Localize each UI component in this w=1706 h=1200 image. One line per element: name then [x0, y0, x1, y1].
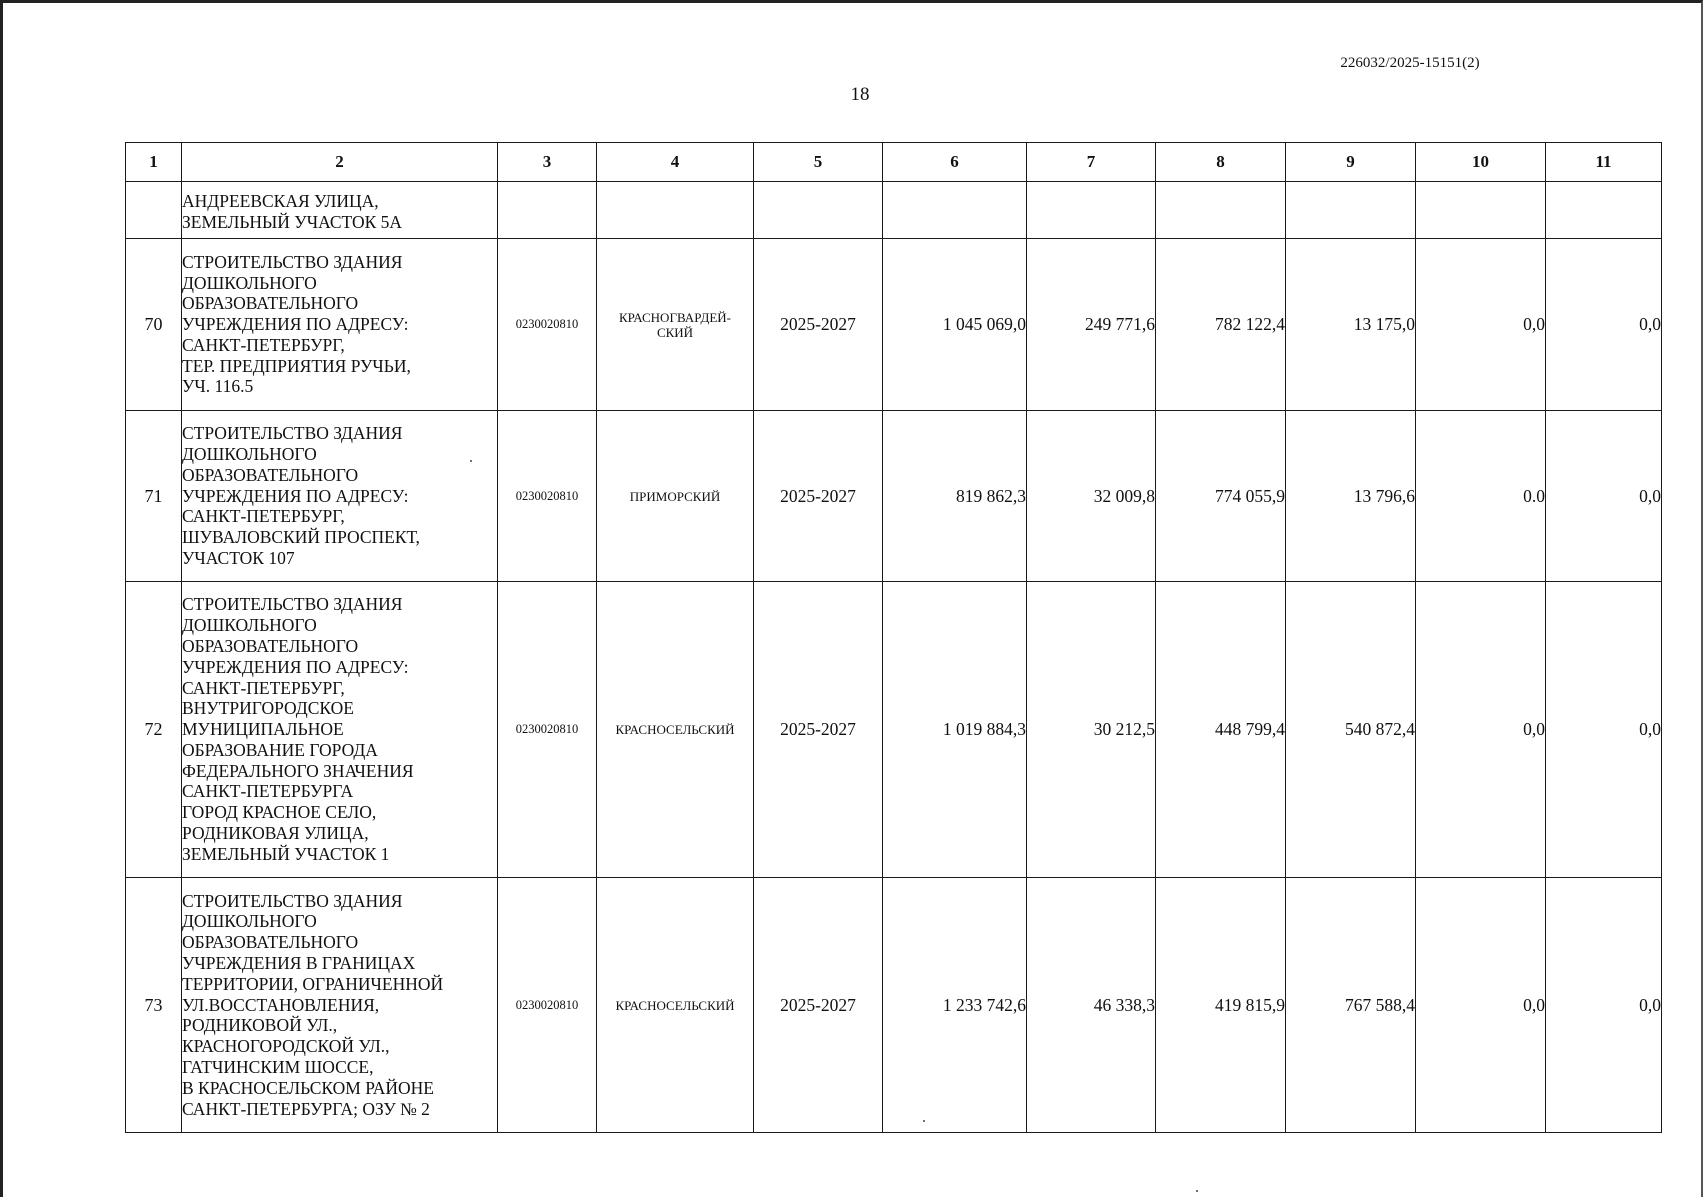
column-number-header-row — [126, 143, 1662, 182]
column-header: 8 — [1156, 143, 1286, 182]
column-header: 4 — [597, 143, 754, 182]
table-row — [126, 239, 1662, 411]
value-cell: 419 815,9 — [1156, 878, 1286, 1133]
district-line: КРАСНОСЕЛЬСКИЙ — [615, 997, 735, 1013]
value-cell: 767 588,4 — [1286, 878, 1416, 1133]
object-name-line: САНКТ-ПЕТЕРБУРГ, — [182, 334, 345, 355]
value-cell: 249 771,6 — [1027, 239, 1156, 411]
value-cell: 0,0 — [1546, 411, 1662, 582]
object-name-line: УЧРЕЖДЕНИЯ В ГРАНИЦАХ — [182, 953, 416, 973]
value-cell: 774 055,9 — [1156, 411, 1286, 582]
object-name-line: КРАСНОГОРОДСКОЙ УЛ., — [182, 1036, 390, 1057]
value-cell: 782 122,4 — [1156, 239, 1286, 411]
object-name-cell — [182, 411, 498, 582]
value-cell: 1 019 884,3 — [883, 582, 1027, 878]
document-number: 226032/2025-15151(2) — [1340, 55, 1480, 71]
row-number-cell: 71 — [126, 411, 182, 582]
object-name-line: САНКТ-ПЕТЕРБУРГА; ОЗУ № 2 — [182, 1098, 430, 1119]
district-cell — [597, 878, 754, 1133]
value-cell: 0,0 — [1546, 582, 1662, 878]
value-cell: 1 233 742,6 — [883, 878, 1027, 1133]
object-name-line: УЧРЕЖДЕНИЯ ПО АДРЕСУ: — [182, 485, 409, 506]
empty-cell — [1416, 182, 1546, 239]
value-cell: 0,0 — [1546, 878, 1662, 1133]
object-name-line: УЧАСТОК 107 — [182, 547, 295, 568]
empty-cell — [498, 182, 597, 239]
column-header: 2 — [182, 143, 498, 182]
object-name-line: ГАТЧИНСКИМ ШОССЕ, — [182, 1056, 374, 1077]
value-cell: 448 799,4 — [1156, 582, 1286, 878]
object-name-line: ОБРАЗОВАТЕЛЬНОГО — [182, 932, 359, 953]
object-name-line: УЧ. 116.5 — [182, 376, 254, 397]
value-cell: 32 009,8 — [1027, 411, 1156, 582]
column-header: 10 — [1416, 143, 1546, 182]
value-cell: 819 862,3 — [883, 411, 1027, 582]
value-cell: 540 872,4 — [1286, 582, 1416, 878]
row-number-cell: 72 — [126, 582, 182, 878]
value-cell: 46 338,3 — [1027, 878, 1156, 1133]
column-header: 6 — [883, 143, 1027, 182]
object-name-line: УЧРЕЖДЕНИЯ ПО АДРЕСУ: — [182, 314, 409, 335]
table-row — [126, 582, 1662, 878]
object-name-line: ОБРАЗОВАНИЕ ГОРОДА — [182, 739, 378, 760]
row-number-cell — [126, 182, 182, 239]
object-name-cell — [182, 239, 498, 411]
object-name-line: ДОШКОЛЬНОГО — [182, 615, 317, 636]
object-name-line: ОБРАЗОВАТЕЛЬНОГО — [182, 635, 359, 656]
column-header: 1 — [126, 143, 182, 182]
column-header: 5 — [754, 143, 883, 182]
object-name-line: ГОРОД КРАСНОЕ СЕЛО, — [182, 802, 377, 823]
empty-cell — [1546, 182, 1662, 239]
period-cell: 2025-2027 — [754, 239, 883, 411]
object-name-line: ТЕР. ПРЕДПРИЯТИЯ РУЧЬИ, — [182, 355, 411, 376]
district-line: ПРИМОРСКИЙ — [629, 488, 721, 504]
district-line: КРАСНОСЕЛЬСКИЙ — [615, 722, 735, 737]
object-name-cell — [182, 582, 498, 878]
value-cell: 30 212,5 — [1027, 582, 1156, 878]
empty-cell — [883, 182, 1027, 239]
page-number: 18 — [850, 84, 870, 105]
budget-code-cell: 0230020810 — [498, 239, 597, 411]
object-name-line: ТЕРРИТОРИИ, ОГРАНИЧЕННОЙ — [182, 973, 444, 994]
empty-cell — [1286, 182, 1416, 239]
object-name-line: РОДНИКОВАЯ УЛИЦА, — [182, 823, 369, 844]
object-name-line: ШУВАЛОВСКИЙ ПРОСПЕКТ, — [182, 527, 420, 548]
object-name-line: УЧРЕЖДЕНИЯ ПО АДРЕСУ: — [182, 656, 409, 677]
scan-speck — [1196, 1190, 1198, 1192]
value-cell: 0,0 — [1416, 582, 1546, 878]
object-name-line: РОДНИКОВОЙ УЛ., — [182, 1015, 338, 1036]
period-cell: 2025-2027 — [754, 878, 883, 1133]
value-cell: 13 175,0 — [1286, 239, 1416, 411]
district-cell — [597, 411, 754, 582]
object-name-line: МУНИЦИПАЛЬНОЕ — [182, 719, 344, 740]
object-name-cell — [182, 878, 498, 1133]
column-header: 3 — [498, 143, 597, 182]
object-name-line: УЛ.ВОССТАНОВЛЕНИЯ, — [182, 994, 380, 1015]
value-cell: 13 796,6 — [1286, 411, 1416, 582]
object-name-line: ВНУТРИГОРОДСКОЕ — [182, 698, 354, 719]
table-row — [126, 878, 1662, 1133]
column-header: 9 — [1286, 143, 1416, 182]
object-name-cell — [182, 182, 498, 239]
district-line: КРАСНОГВАРДЕЙ- — [619, 309, 731, 325]
empty-cell — [1027, 182, 1156, 239]
object-name-line: ДОШКОЛЬНОГО — [182, 272, 317, 293]
object-name-line: СТРОИТЕЛЬСТВО ЗДАНИЯ — [182, 251, 403, 272]
budget-code-cell: 0230020810 — [498, 582, 597, 878]
column-header: 11 — [1546, 143, 1662, 182]
empty-cell — [754, 182, 883, 239]
district-line: СКИЙ — [656, 324, 694, 340]
object-name-line: ОБРАЗОВАТЕЛЬНОГО — [182, 464, 359, 485]
object-name-line: ФЕДЕРАЛЬНОГО ЗНАЧЕНИЯ — [182, 760, 414, 781]
object-name-line: ОБРАЗОВАТЕЛЬНОГО — [182, 293, 359, 314]
district-cell — [597, 239, 754, 411]
empty-cell — [597, 182, 754, 239]
value-cell: 0,0 — [1416, 239, 1546, 411]
value-cell: 1 045 069,0 — [883, 239, 1027, 411]
row-number-cell: 70 — [126, 239, 182, 411]
object-name-line: ЗЕМЕЛЬНЫЙ УЧАСТОК 1 — [182, 843, 390, 864]
column-header: 7 — [1027, 143, 1156, 182]
program-table — [125, 142, 1662, 1133]
district-cell — [597, 582, 754, 878]
continuation-row — [126, 182, 1662, 239]
object-name-line: ДОШКОЛЬНОГО — [182, 911, 317, 932]
scan-speck — [470, 460, 472, 462]
value-cell: 0,0 — [1416, 878, 1546, 1133]
row-number-cell: 73 — [126, 878, 182, 1133]
object-name-line: ЗЕМЕЛЬНЫЙ УЧАСТОК 5А — [182, 211, 403, 232]
empty-cell — [1156, 182, 1286, 239]
object-name-line: В КРАСНОСЕЛЬСКОМ РАЙОНЕ — [182, 1077, 434, 1098]
budget-code-cell: 0230020810 — [498, 878, 597, 1133]
object-name-line: СТРОИТЕЛЬСТВО ЗДАНИЯ — [182, 423, 403, 444]
object-name-line: САНКТ-ПЕТЕРБУРГ, — [182, 506, 345, 527]
object-name-line: САНКТ-ПЕТЕРБУРГА — [182, 781, 354, 802]
table-row — [126, 411, 1662, 582]
object-name-line: СТРОИТЕЛЬСТВО ЗДАНИЯ — [182, 890, 403, 911]
period-cell: 2025-2027 — [754, 582, 883, 878]
value-cell: 0,0 — [1546, 239, 1662, 411]
period-cell: 2025-2027 — [754, 411, 883, 582]
value-cell: 0.0 — [1416, 411, 1546, 582]
object-name-line: АНДРЕЕВСКАЯ УЛИЦА, — [182, 190, 379, 211]
object-name-line: САНКТ-ПЕТЕРБУРГ, — [182, 677, 345, 698]
object-name-line: СТРОИТЕЛЬСТВО ЗДАНИЯ — [182, 594, 403, 615]
scan-speck — [923, 1120, 925, 1122]
budget-code-cell: 0230020810 — [498, 411, 597, 582]
object-name-line: ДОШКОЛЬНОГО — [182, 444, 317, 464]
